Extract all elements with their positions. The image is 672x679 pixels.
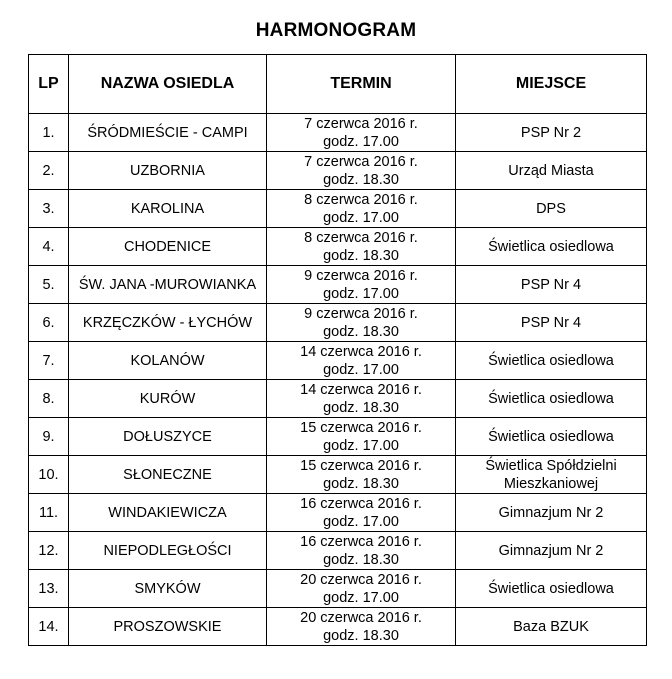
row-place-line: Świetlica osiedlowa — [488, 352, 614, 369]
page-title: HARMONOGRAM — [255, 20, 417, 41]
header-name: NAZWA OSIEDLA — [69, 55, 267, 114]
row-lp: 10. — [29, 456, 69, 494]
row-place — [456, 570, 647, 608]
row-term-time: godz. 17.00 — [323, 361, 399, 378]
row-place-line: PSP Nr 2 — [520, 124, 582, 141]
table-row — [29, 190, 647, 228]
row-place — [456, 152, 647, 190]
row-term — [267, 304, 456, 342]
row-term — [267, 152, 456, 190]
row-term-time: godz. 18.30 — [323, 551, 399, 568]
row-place-line: Gimnazjum Nr 2 — [498, 504, 604, 521]
row-term — [267, 114, 456, 152]
row-term-time: godz. 17.00 — [323, 589, 399, 606]
row-name: ŚRÓDMIEŚCIE - CAMPI — [69, 114, 267, 152]
row-term-time: godz. 17.00 — [323, 209, 399, 226]
row-term — [267, 532, 456, 570]
table-row — [29, 228, 647, 266]
row-term — [267, 494, 456, 532]
row-term-time: godz. 18.30 — [323, 247, 399, 264]
header-term: TERMIN — [267, 55, 456, 114]
row-name: PROSZOWSKIE — [69, 608, 267, 646]
table-row — [29, 114, 647, 152]
table-row — [29, 304, 647, 342]
row-place-line: Świetlica osiedlowa — [488, 238, 614, 255]
row-name: NIEPODLEGŁOŚCI — [69, 532, 267, 570]
row-lp: 8. — [29, 380, 69, 418]
table-row — [29, 266, 647, 304]
table-row — [29, 418, 647, 456]
table-row — [29, 342, 647, 380]
row-place-line: Gimnazjum Nr 2 — [498, 542, 604, 559]
row-name: ŚW. JANA -MUROWIANKA — [69, 266, 267, 304]
row-place — [456, 456, 647, 494]
row-term-time: godz. 18.30 — [323, 399, 399, 416]
row-term-date: 9 czerwca 2016 r. — [304, 267, 418, 284]
row-term — [267, 570, 456, 608]
row-lp: 3. — [29, 190, 69, 228]
row-place — [456, 342, 647, 380]
row-place-line: PSP Nr 4 — [520, 276, 582, 293]
header-lp: LP — [29, 55, 69, 114]
row-lp: 7. — [29, 342, 69, 380]
row-lp: 12. — [29, 532, 69, 570]
row-term — [267, 418, 456, 456]
row-name: KURÓW — [69, 380, 267, 418]
row-term-time: godz. 17.00 — [323, 285, 399, 302]
row-lp: 9. — [29, 418, 69, 456]
row-term-time: godz. 18.30 — [323, 323, 399, 340]
row-place-line: DPS — [536, 200, 566, 217]
row-place-line: Mieszkaniowej — [503, 475, 599, 492]
row-place — [456, 228, 647, 266]
row-term-time: godz. 17.00 — [323, 133, 399, 150]
row-term — [267, 190, 456, 228]
row-term-time: godz. 18.30 — [323, 475, 399, 492]
row-lp: 1. — [29, 114, 69, 152]
schedule-table — [28, 54, 647, 646]
row-term-date: 16 czerwca 2016 r. — [300, 495, 422, 512]
row-term — [267, 608, 456, 646]
row-name: SŁONECZNE — [69, 456, 267, 494]
row-place-line: Urząd Miasta — [508, 162, 594, 179]
row-term-date: 8 czerwca 2016 r. — [304, 191, 418, 208]
row-term — [267, 266, 456, 304]
row-term-date: 8 czerwca 2016 r. — [304, 229, 418, 246]
row-place-line: Świetlica osiedlowa — [488, 390, 614, 407]
row-name: KOLANÓW — [69, 342, 267, 380]
table-edge-mark — [646, 268, 647, 290]
row-place — [456, 532, 647, 570]
row-term — [267, 456, 456, 494]
row-term-date: 15 czerwca 2016 r. — [300, 419, 422, 436]
row-lp: 13. — [29, 570, 69, 608]
table-row — [29, 494, 647, 532]
row-term — [267, 228, 456, 266]
row-name: UZBORNIA — [69, 152, 267, 190]
row-name: WINDAKIEWICZA — [69, 494, 267, 532]
row-place-line: Baza BZUK — [513, 618, 589, 635]
row-name: KAROLINA — [69, 190, 267, 228]
row-term-date: 20 czerwca 2016 r. — [300, 571, 422, 588]
header-place: MIEJSCE — [456, 55, 647, 114]
row-term — [267, 342, 456, 380]
table-row — [29, 152, 647, 190]
row-term-time: godz. 17.00 — [323, 437, 399, 454]
row-place-line: Świetlica osiedlowa — [488, 428, 614, 445]
table-row — [29, 380, 647, 418]
row-place — [456, 608, 647, 646]
row-place-line: PSP Nr 4 — [520, 314, 582, 331]
row-term-time: godz. 17.00 — [323, 513, 399, 530]
row-term-date: 7 czerwca 2016 r. — [304, 115, 418, 132]
row-lp: 5. — [29, 266, 69, 304]
row-place — [456, 494, 647, 532]
row-lp: 4. — [29, 228, 69, 266]
row-term-date: 7 czerwca 2016 r. — [304, 153, 418, 170]
row-place — [456, 190, 647, 228]
table-row — [29, 456, 647, 494]
row-term-time: godz. 18.30 — [323, 627, 399, 644]
row-lp: 2. — [29, 152, 69, 190]
row-lp: 14. — [29, 608, 69, 646]
table-row — [29, 532, 647, 570]
row-lp: 11. — [29, 494, 69, 532]
row-name: KRZĘCZKÓW - ŁYCHÓW — [69, 304, 267, 342]
row-lp: 6. — [29, 304, 69, 342]
row-term — [267, 380, 456, 418]
row-place — [456, 266, 647, 304]
row-place — [456, 304, 647, 342]
row-place — [456, 380, 647, 418]
row-term-date: 15 czerwca 2016 r. — [300, 457, 422, 474]
row-term-date: 9 czerwca 2016 r. — [304, 305, 418, 322]
row-place-line: Świetlica osiedlowa — [488, 580, 614, 597]
row-term-date: 16 czerwca 2016 r. — [300, 533, 422, 550]
table-row — [29, 570, 647, 608]
row-term-date: 14 czerwca 2016 r. — [300, 343, 422, 360]
row-term-time: godz. 18.30 — [323, 171, 399, 188]
table-row — [29, 608, 647, 646]
row-term-date: 20 czerwca 2016 r. — [300, 609, 422, 626]
row-name: SMYKÓW — [69, 570, 267, 608]
row-place — [456, 114, 647, 152]
row-place-line: Świetlica Spółdzielni — [485, 457, 617, 474]
row-name: DOŁUSZYCE — [69, 418, 267, 456]
row-term-date: 14 czerwca 2016 r. — [300, 381, 422, 398]
row-place — [456, 418, 647, 456]
row-name: CHODENICE — [69, 228, 267, 266]
table-header-row — [29, 55, 647, 114]
